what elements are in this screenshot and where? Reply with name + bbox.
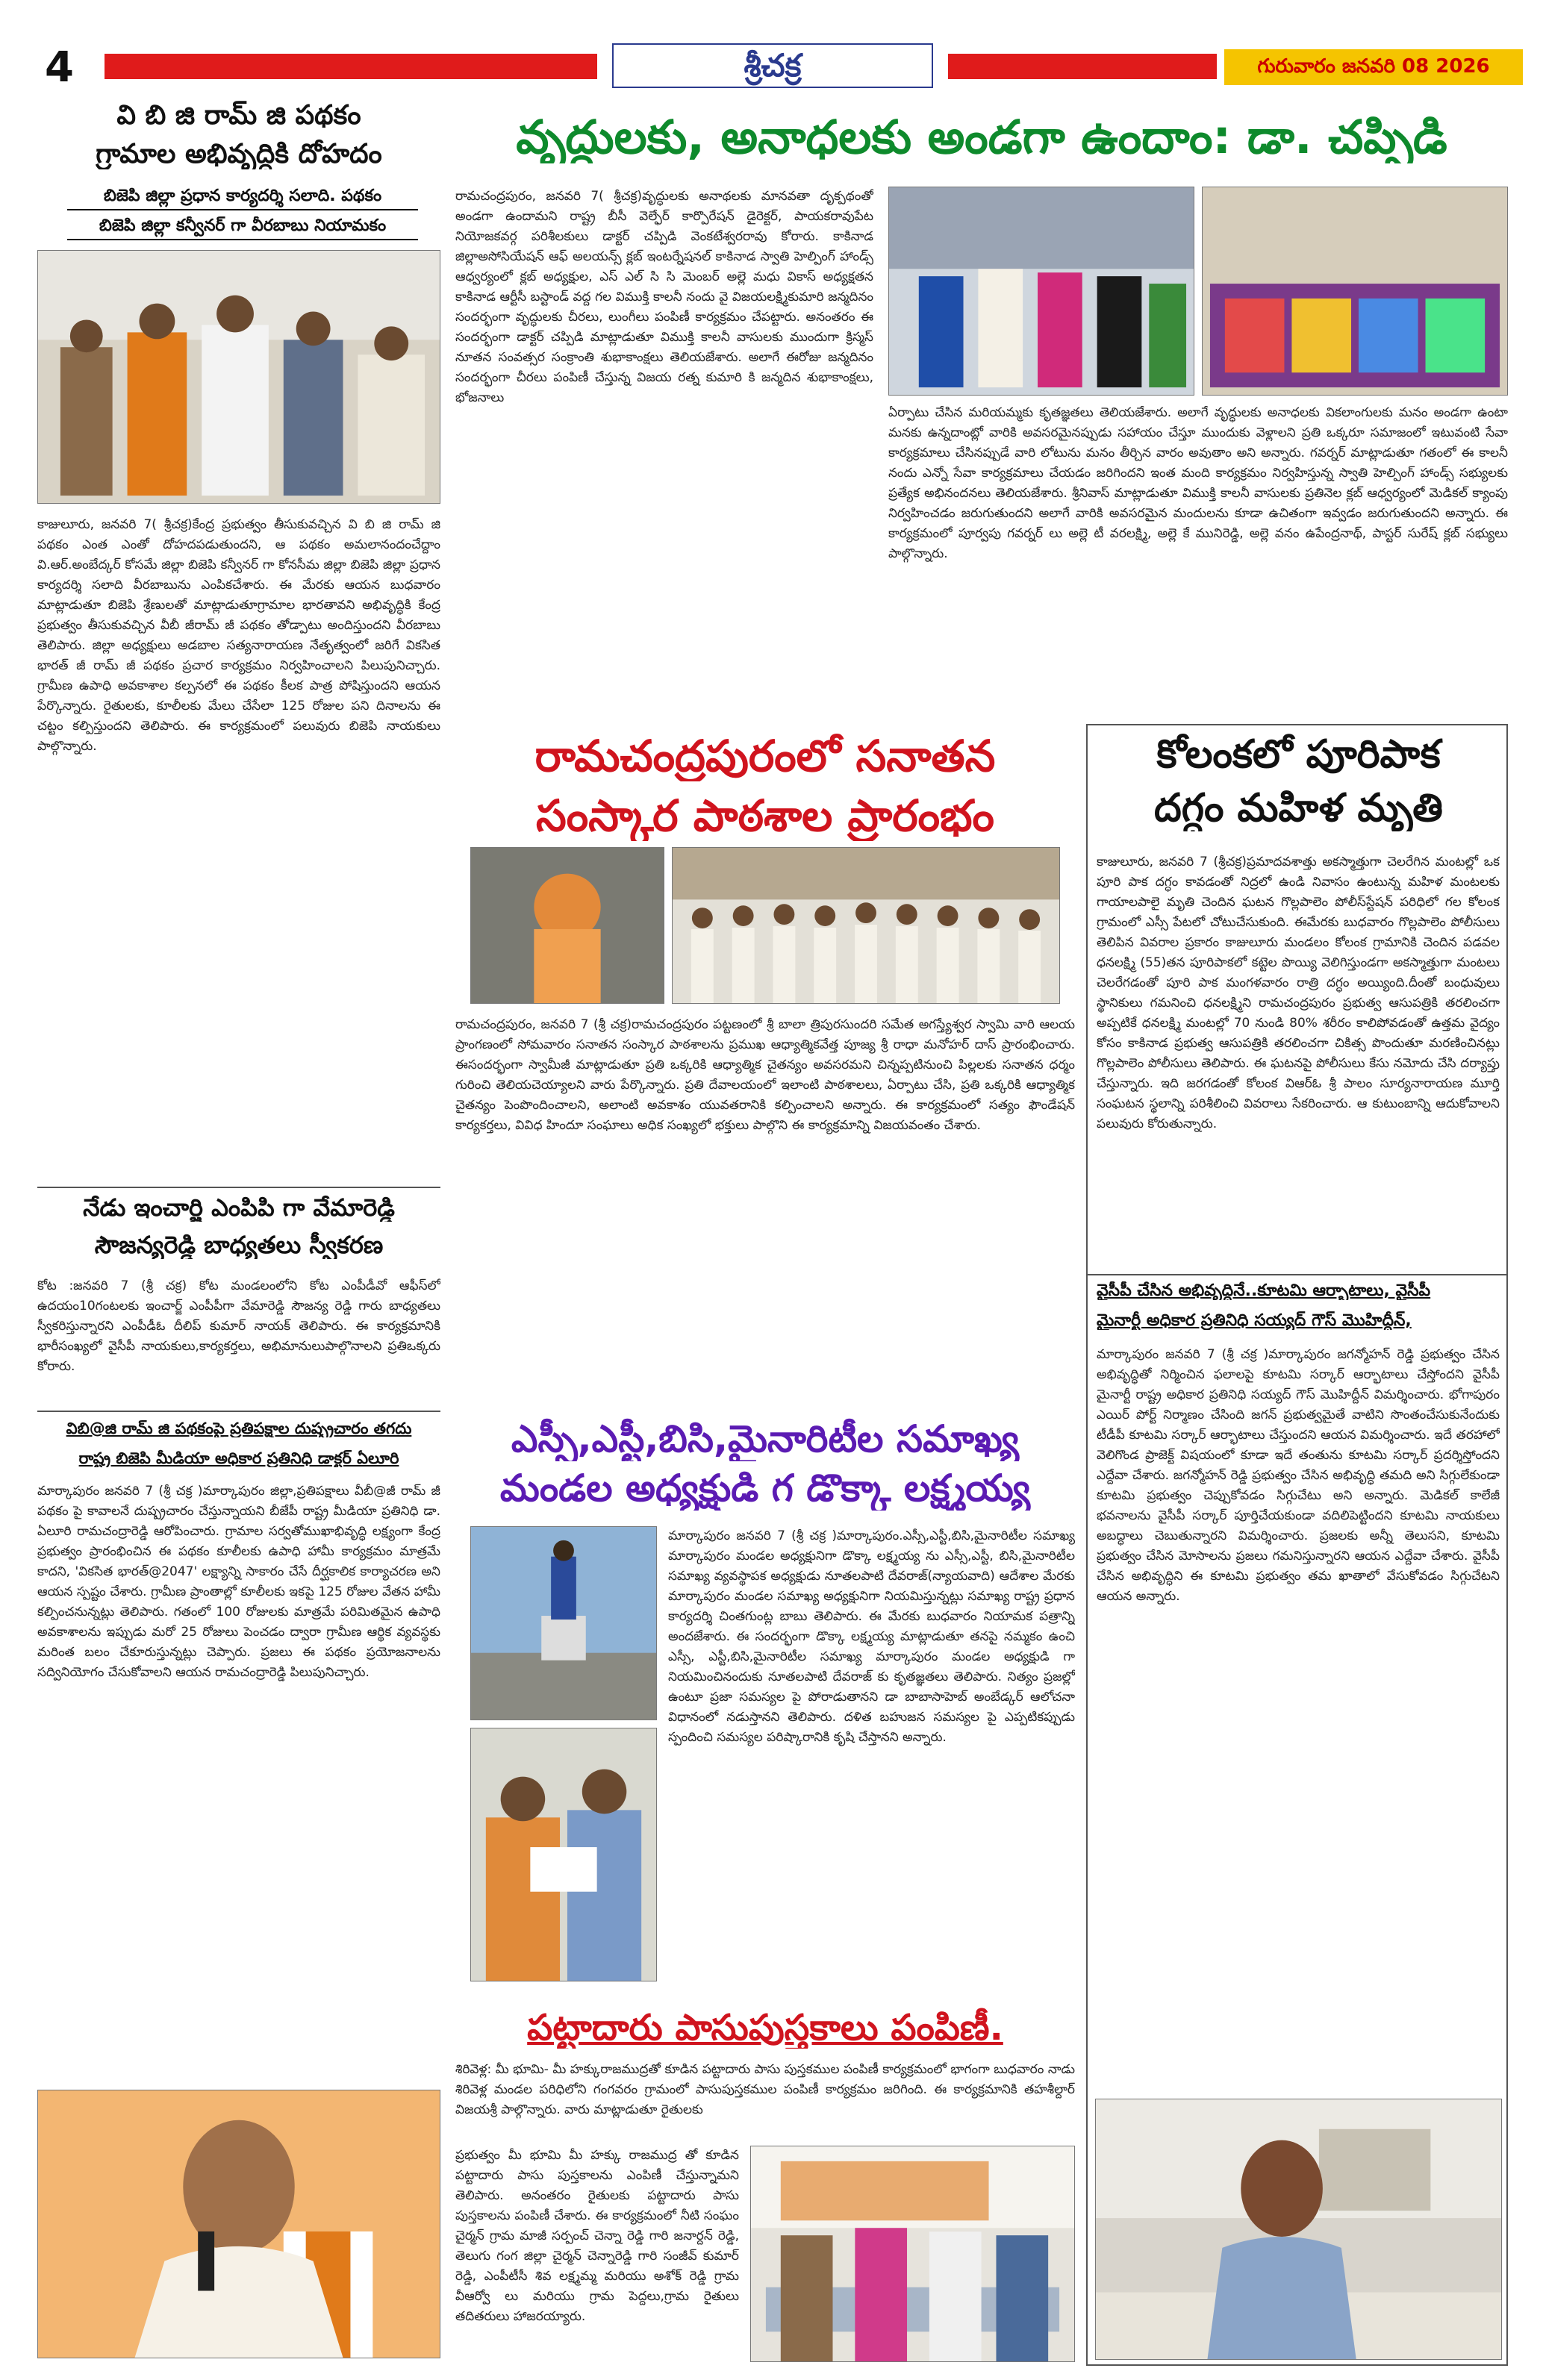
top-story-photo1: [888, 187, 1194, 396]
sanathana-headline-line2: సంస్కార పాఠశాల ప్రారంభం: [536, 791, 994, 841]
article3-body: మార్కాపురం జనవరి 7 (శ్రీ చక్ర )మార్కాపురం జిల్లా,ప్రతిపక్షాలు వీబీ@జీ రామ్ జీ పథకం పై కావాలనే దుష్ప్రచారం చేస్తున్నాయని బీజేపీ రాష్ట్ర మీడియా ప్రతినిధి డా. ఏలూరి రామచంద్రారెడ్డి ఆరోపించారు. గ్రామాల సర్వతోముఖాభివృద్ధి లక్ష్యంగా కేంద్ర ప్రభుత్వం ప్రారంభించిన ఈ పథకం కూలీలకు ఉపాధి హామీ కార్యక్రమం మాత్రమే కాదని, 'వికసిత భారత్@2047' లక్ష్యాన్ని సాకారం చేసే దీర్ఘకాలిక కార్యాచరణ అని ఆయన స్పష్టం చేశారు. గ్రామీణ ప్రాంతాల్లో కూలీలకు ఇకపై 125 రోజుల వేతన హామీ కల్పించనున్నట్లు తెలిపారు. గతంలో 100 రోజులకు మాత్రమే పరిమితమైన ఉపాధి అవకాశాలను ఇప్పుడు మరో 25 రోజులు పెంచడం ద్వారా గ్రామీణ ఆర్థిక వ్యవస్థకు మరింత బలం చేకూరుస్తున్నట్లు చెప్పారు. ప్రజలు ఈ పథకం ప్రయోజనాలను సద్వినియోగం చేసుకోవాలని ఆయన రామచంద్రారెడ్డి పిలుపునిచ్చారు.: [37, 1484, 440, 1680]
top-story-body-left: రామచంద్రపురం, జనవరి 7( శ్రీచక్ర)వృద్ధులకు అనాథలకు మానవతా దృక్పథంతో అండగా ఉందామని రాష్ట్ర బీసీ వెల్ఫేర్ కార్పొరేషన్ డైరెక్టర్, పాయకరావుపేట నియోజకవర్గ పరిశీలకులు డాక్టర్ చప్పిడి వెంకటేశ్వరరావు కోరారు. కాకినాడ జిల్లాఅసోసియేషన్ ఆఫ్ అలయన్స్ క్లబ్ ఇంటర్నేషనల్ కాకినాడ స్వాతి హెల్పింగ్ హాండ్స్ ఆధ్వర్యంలో క్లబ్ అధ్యక్షుల, ఎస్ ఎల్ సి సి మెంబర్ అల్లె మధు వికాస్ అధ్యక్షతన కాకినాడ ఆర్టీసీ బస్టాండ్ వద్ద గల విముక్తి కాలనీ నందు వై విజయలక్ష్మికుమారి జన్మదినం సందర్భంగా వృద్ధులకు చీరలు, లుంగీలు పంపిణీ కార్యక్రమం చేపట్టారు. అనంతరం ఈ సందర్భంగా డాక్టర్ చప్పిడి మాట్లాడుతూ విముక్తి కాలనీ వాసులకు ముందుగా క్రిస్మస్ నూతన సంవత్సర సంక్రాంతి శుభాకాంక్షలు తెలియజేశారు. అలాగే ఈరోజు జన్మదినం సందర్భంగా చీరలు పంపిణీ చేస్తున్న విజయ రత్న కుమారి కి జన్మదిన శుభాకాంక్షలు, భోజనాలు: [455, 189, 873, 405]
page-number: 4: [45, 43, 74, 90]
newspaper-logo: [612, 43, 933, 88]
article3-subhead: రాష్ట్ర బిజెపి మీడియా అధికార ప్రతినిధి డాక్టర్ ఏలూరి: [78, 1449, 399, 1467]
sanathana-headline-line1: రామచంద్రపురంలో సనాతన: [534, 731, 996, 781]
ysrcp-photo: [1095, 2099, 1502, 2360]
samakhya-photo1: [470, 1526, 657, 1720]
article3-headline: విబి@జి రామ్ జి పథకంపై ప్రతిపక్షాల దుష్ప్రచారం తగదు: [66, 1419, 412, 1437]
samakhya-headline-line2: మండల అధ్యక్షుడి గ డొక్కా లక్ష్మయ్య: [499, 1467, 1031, 1510]
kolanka-headline-line1: కోలంకలో పూరిపాక: [1156, 733, 1441, 777]
samakhya-story: [455, 1418, 1075, 2000]
logo-text: శ్రీచక్ర: [744, 47, 802, 84]
pattadar-body-top: శిరివెళ్ల: మీ భూమి- మీ హక్కురాజముద్రతో కూడిన పట్టాదారు పాసు పుస్తకముల పంపిణీ కార్యక్రమంలో భాగంగా బుధవారం నాడు శిరివెళ్ల మండల పరిధిలోని గంగవరం గ్రామంలో పాసుపుస్తకముల పంపిణీ కార్యక్రమం జరిగింది. ఈ కార్యక్రమానికి తహశీల్దార్ విజయశ్రీ పాల్గొన్నారు. వారు మాట్లాడుతూ రైతులకు: [455, 2062, 1075, 2117]
article3-portrait-photo: [37, 2090, 440, 2358]
samakhya-photo2: [470, 1728, 657, 1981]
masthead: [0, 0, 1543, 90]
masthead-bar-right: [948, 54, 1217, 79]
top-story-body-right: ఏర్పాటు చేసిన మరియమ్మకు కృతజ్ఞతలు తెలియజేశారు. అలాగే వృద్ధులకు అనాధలకు వికలాంగులకు మనం అండగా ఉంటా మనకు ఉన్నదాంట్లో వారికి అవసరమైనప్పుడు సహాయం చేస్తూ ముందుకు వెళ్లాలని ప్రతి ఒక్కరూ సమాజంలో ఇటువంటి సేవా కార్యక్రమాలు చేసినప్పుడే వారి లోటును మనం తీర్చిన వారం అవుతాం అని అన్నారు. గవర్నర్ మాట్లాడుతూ గతంలో ఈ కాలనీ నందు ఎన్నో సేవా కార్యక్రమాలు చేయడం జరిగిందని ఇంత మంది కార్యక్రమం నిర్వహిస్తున్న స్వాతి హెల్పింగ్ హాండ్స్ సభ్యులకు ప్రత్యేక అభినందనలు తెలియజేశారు. శ్రీనివాస్ మాట్లాడుతూ విముక్తి కాలనీ వాసులకు ప్రతినెల క్లబ్ ఆధ్వర్యంలో మెడికల్ క్యాంపు నిర్వహించడం జరుగుతుందని అలాగే వారికి అవసరమైన మందులను కూడా ఉచితంగా ఇవ్వడం జరుగుతుందని అన్నారు. ఈ కార్యక్రమంలో పూర్వపు గవర్నర్ లు అల్లె టీ వరలక్ష్మి, అల్లె కే మునిరెడ్డి, అల్లె వనం ఉపేంద్రనాథ్, పాస్టర్ సురేష్ క్లబ్ సభ్యులు పాల్గొన్నారు.: [888, 405, 1508, 561]
masthead-bar-left: [105, 54, 597, 79]
article1-headline-line1: వి బి జి రామ్ జి పథకం: [116, 100, 361, 131]
top-story-photo2: [1202, 187, 1508, 396]
divider: [37, 1187, 440, 1188]
divider: [1088, 1274, 1508, 1275]
ysrcp-body: మార్కాపురం జనవరి 7 (శ్రీ చక్ర )మార్కాపురం జగన్మోహన్ రెడ్డి ప్రభుత్వం చేసిన అభివృద్ధితో నిర్మించిన ఫలాలపై కూటమి సర్కార్ ఆర్భాటాలు చేస్తోందని వైసీపీ మైనార్టీ రాష్ట్ర అధికార ప్రతినిధి సయ్యద్ గౌస్ మొహిద్దీన్ విమర్శించారు. భోగాపురం ఎయిర్ పోర్ట్ నిర్మాణం చేసింది జగన్ ప్రభుత్వమైతే వాటిని సొంతంచేసుకునేందుకు టీడీపీ కూటమి సర్కార్ ఆర్భాటాలు చేస్తుందని ఆయన విమర్శించారు. ఇదే తరహాలో వెలిగొండ ప్రాజెక్ట్ విషయంలో కూడా ఇదే తంతును కూటమి సర్కార్ ప్రదర్శిస్తోందని ఎద్దేవా చేశారు. జగన్మోహన్ రెడ్డి ప్రభుత్వం చేసిన అభివృద్ధి తమది అని సిగ్గులేకుండా కూటమి ప్రభుత్వం చెప్పుకోవడం సిగ్గుచేటు అని అన్నారు. మెడికల్ కాలేజీ భవనాలను వైసీపీ సర్కార్ పూర్తిచేయకుండా వదిలిపెట్టిందని కూటమి నాయకులు అబద్ధాలు చెబుతున్నారని విమర్శించారు. ప్రజలకు అన్నీ తెలుసని, కూటమి ప్రభుత్వం చేసిన మోసాలను ప్రజలు గమనిస్తున్నారని ఆయన ఎద్దేవా చేశారు. వైసీపీ చేసిన అభివృద్ధిని ఈ కూటమి ప్రభుత్వం తమ ఖాతాలో వేసుకోవడం సిగ్గుచేటని ఆయన అన్నారు.: [1097, 1347, 1500, 1604]
ysrcp-subhead-line2: మైనార్టీ అధికార ప్రతినిధి సయ్యద్ గౌస్ మొహిద్దీన్,: [1097, 1311, 1412, 1330]
pattadar-photo: [750, 2146, 1075, 2362]
article2-body: కోట :జనవరి 7 (శ్రీ చక్ర) కోట మండలంలోని కోట ఎంపీడీవో ఆఫీస్‌లో ఉదయం10గంటలకు ఇంచార్జ్ ఎంపీపీగా వేమారెడ్డి సౌజన్య రెడ్డి గారు బాధ్యతలు స్వీకరిస్తున్నారని ఎంపీడీఓ దీలిప్ కుమార్ నాయక్ తెలిపారు. ఈ కార్యక్రమానికి భారీసంఖ్యలో వైసీపీ నాయకులు,కార్యకర్తలు, అభిమానులుపాల్గొనాలని ప్రతిఒక్కరు కోరారు.: [37, 1278, 440, 1374]
ysrcp-subhead-line1: వైసీపీ చేసిన అభివృద్ధినే..కూటమి ఆర్భాటాలు, వైసీపీ: [1097, 1281, 1431, 1300]
article1-body: కాజులూరు, జనవరి 7( శ్రీచక్ర)కేంద్ర ప్రభుత్వం తీసుకువచ్చిన వి బి జి రామ్ జి పథకం ఎంత ఎంతో దోహదపడుతుందని, ఆ పథకం అమలానందంచేద్దాం వి.ఆర్.అంబేద్కర్ కోసమే జిల్లా బిజెపి కన్వీనర్ గా కోనసీమ జిల్లా బిజెపి జిల్లా ప్రధాన కార్యదర్శి సలాది వీరబాబును ఎంపికచేశారు. ఈ మేరకు ఆయన బుధవారం మాట్లాడుతూ బిజెపి శ్రేణులతో మాట్లాడుతూగ్రామాల భారతావని అభివృద్ధికి కేంద్ర ప్రభుత్వం తీసుకువచ్చిన వీబీ జీరామ్ జీ పథకం తోడ్పాటు అందిస్తుందని వీరబాబు తెలిపారు. జిల్లా అధ్యక్షులు అడబాల సత్యనారాయణ నేతృత్వంలో జరిగే వికసిత భారత్ జీ రామ్ జీ పథకం ప్రచార కార్యక్రమం నిర్వహించాలని పిలుపునిచ్చారు. గ్రామీణ ఉపాధి అవకాశాల కల్పనలో ఈ పథకం కీలక పాత్ర పోషిస్తుందని ఆయన పేర్కొన్నారు. రైతులకు, కూలీలకు మేలు చేసేలా 125 రోజుల పని దినాలను ఈ చట్టం కల్పిస్తుందని తెలిపారు. ఈ కార్యక్రమంలో పలువురు బిజెపి నాయకులు పాల్గొన్నారు.: [37, 517, 440, 754]
kolanka-body: కాజులూరు, జనవరి 7 (శ్రీచక్ర)ప్రమాదవశాత్తు అకస్మాత్తుగా చెలరేగిన మంటల్లో ఒక పూరి పాక దగ్ధం కావడంతో నిద్రలో ఉండి నివాసం ఉంటున్న మహిళ మంటలకు గాయాలపాలై మృతి చెందిన ఘటన గొల్లపాలెం పోలీస్‌స్టేషన్ పరిధిలో గల కోలంక గ్రామంలో ఎస్సీ పేటలో చోటుచేసుకుంది. ఈమేరకు బుధవారం గొల్లపాలెం పోలీసులు తెలిపిన వివరాల ప్రకారం కాజులూరు మండలం కోలంక గ్రామానికి చెందిన పడవల ధనలక్ష్మి (55)తన పూరిపాకలో కట్టెల పొయ్యి వెలిగిస్తుండగా అకస్మాత్తుగా మంటలు చెలరేగడంతో పూరి పాక మంగళవారం రాత్రి దగ్ధం అయ్యింది.దీంతో బంధువులు స్థానికులు గమనించి ధనలక్ష్మిని రామచంద్రపురం ప్రభుత్వ ఆసుపత్రికి తరలించగా అప్పటికే ధనలక్ష్మి మంటల్లో 70 నుండి 80% శరీరం కాలిపోవడంతో ఉత్తమ వైద్యం కోసం కాకినాడ ప్రభుత్వ ఆసుపత్రికి తరలించగా చికిత్స పొందుతూ మరణించినట్లు గొల్లపాలెం పోలీసులు తెలిపారు. ఈ ఘటనపై పోలీసులు కేసు నమోదు చేసి దర్యాప్తు చేస్తున్నారు. ఇది జరగడంతో కోలంక విఆర్ఓ శ్రీ పాలం సూర్యనారాయణ మూర్తి సంఘటన స్థలాన్ని పరిశీలించి వివరాలు సేకరించారు. ఆ కుటుంబాన్ని ఆదుకోవాలని పలువురు కోరుతున్నారు.: [1097, 855, 1500, 1131]
divider: [37, 1411, 440, 1412]
article1-subhead2: బిజెపి జిల్లా కన్వీనర్ గా వీరబాబు నియామకం: [67, 216, 418, 240]
article1-headline-line2: గ్రామాల అభివృద్ధికి దోహదం: [96, 139, 382, 169]
kolanka-headline-line2: దగ్ధం మహిళ మృతి: [1154, 787, 1443, 831]
sanathana-body: రామచంద్రపురం, జనవరి 7 (శ్రీ చక్ర)రామచంద్రపురం పట్టణంలో శ్రీ బాలా త్రిపురసుందరి సమేత అగస్త్యేశ్వర స్వామి వారి ఆలయ ప్రాంగణంలో సోమవారం సనాతన సంస్కార పాఠశాలను ప్రముఖ ఆధ్యాత్మికవేత్త పూజ్య శ్రీ రాధా మనోహర్ దాస్ ప్రారంభించారు. ఈసందర్భంగా స్వామీజీ మాట్లాడుతూ ప్రతి ఒక్కరికి ఆధ్యాత్మిక చైతన్యం అవసరమని చిన్నప్పటినుంచి పిల్లలకు సనాతన ధర్మం గురించి తెలియచెయ్యాలని వారు పేర్కొన్నారు. ప్రతి దేవాలయంలో ఇలాంటి పాఠశాలలు, ఏర్పాటు చేసి, ప్రతి ఒక్కరికి ఆధ్యాత్మిక చైతన్యం పెంపొందించాలని, అలాంటి అవకాశం యువతరానికి కల్పించాలని అన్నారు. ఈ కార్యక్రమంలో సత్యం ఫౌండేషన్ కార్యకర్తలు, వివిధ హిందూ సంఘాలు అధిక సంఖ్యలో భక్తులు పాల్గొని ఈ కార్యక్రమాన్ని విజయవంతం చేశారు.: [455, 1017, 1075, 1133]
sanathana-photo1: [470, 847, 664, 1004]
samakhya-body: మార్కాపురం జనవరి 7 (శ్రీ చక్ర )మార్కాపురం.ఎస్సీ,ఎస్టీ,బిసి,మైనారిటీల సమాఖ్య మార్కాపురం మండల అధ్యక్షునిగా డొక్కా లక్ష్మయ్య ను ఎస్సీ,ఎస్టీ, బిసి,మైనారిటీల సమాఖ్య వ్యవస్థాపక అధ్యక్షుడు నూతలపాటి దేవరాజ్(న్యాయవాది) ఆదేశాల మేరకు మార్కాపురం మండల సమాఖ్య అధ్యక్షునిగా నియమిస్తున్నట్లు సమాఖ్య రాష్ట్ర ప్రధాన కార్యదర్శి చింతగుంట్ల బాబు తెలిపారు. ఈ మేరకు బుధవారం నియామక పత్రాన్ని అందజేశారు. ఈ సందర్భంగా డొక్కా లక్ష్మయ్య మాట్లాడుతూ తనపై నమ్మకం ఉంచి ఎస్సీ, ఎస్టీ,బిసి,మైనారిటీల సమాఖ్య మార్కాపురం మండల అధ్యక్షుడి గా నియమించినందుకు నూతలపాటి దేవరాజ్ కు కృతజ్ఞతలు తెలిపారు. నిత్యం ప్రజల్లో ఉంటూ ప్రజా సమస్యల పై పోరాడుతానని డా బాబాసాహెబ్ అంబేడ్కర్ ఆలోచనా విధానంలో నడుస్తానని తెలిపారు. దళిత బహుజన సమస్యల పై ఎప్పటికప్పుడు స్పందించి సమస్యల పరిష్కారానికి కృషి చేస్తానని అన్నారు.: [668, 1528, 1075, 1745]
article1-photo: [37, 250, 440, 504]
top-story-headline: వృద్ధులకు, అనాధలకు అండగా ఉందాం: డా. చప్పిడి: [516, 110, 1447, 164]
article1-subhead1: బిజెపి జిల్లా ప్రధాన కార్యదర్శి సలాది. పథకం: [67, 187, 418, 210]
kolanka-story: [1086, 724, 1508, 2366]
pattadar-story: [455, 2008, 1075, 2366]
article2-headline-line1: నేడు ఇంచార్జి ఎంపిపి గా వేమారెడ్డి: [83, 1194, 395, 1222]
top-story: [455, 97, 1508, 716]
sanathana-story: [455, 724, 1075, 1411]
article2-headline-line2: సౌజన్యరెడ్డి బాధ్యతలు స్వీకరణ: [94, 1231, 384, 1259]
samakhya-headline-line1: ఎస్సీ,ఎస్టీ,బిసి,మైనారిటీల సమాఖ్య: [511, 1418, 1020, 1461]
sanathana-photo2: [672, 847, 1060, 1004]
pattadar-body-left: ప్రభుత్వం మీ భూమి మీ హక్కు రాజముద్ర తో కూడిన పట్టాదారు పాసు పుస్తకాలను ఎంపిణీ చేస్తున్నామని తెలిపారు. అనంతరం రైతులకు పట్టాదారు పాసు పుస్తకాలను పంపిణీ చేశారు. ఈ కార్యక్రమంలో నీటి సంఘం చైర్మన్ గ్రామ మాజీ సర్పంచ్ చెన్నా రెడ్డి గారి జనార్దన్ రెడ్డి, తెలుగు గంగ జిల్లా చైర్మన్ చెన్నారెడ్డి గారి సంజీవ్ కుమార్ రెడ్డి, ఎంపీటీసీ శివ లక్ష్మమ్మ మరియు అశోక్ రెడ్డి గ్రామ వీఆర్వో లు మరియు గ్రామ పెద్దలు,గ్రామ రైతులు తదితరులు హాజరయ్యారు.: [455, 2148, 739, 2324]
pattadar-headline: పట్టాదారు పాసుపుస్తకాలు పంపిణీ.: [527, 2008, 1003, 2049]
issue-date: గురువారం జనవరి 08 2026: [1224, 49, 1523, 85]
column-left: [37, 97, 440, 2358]
